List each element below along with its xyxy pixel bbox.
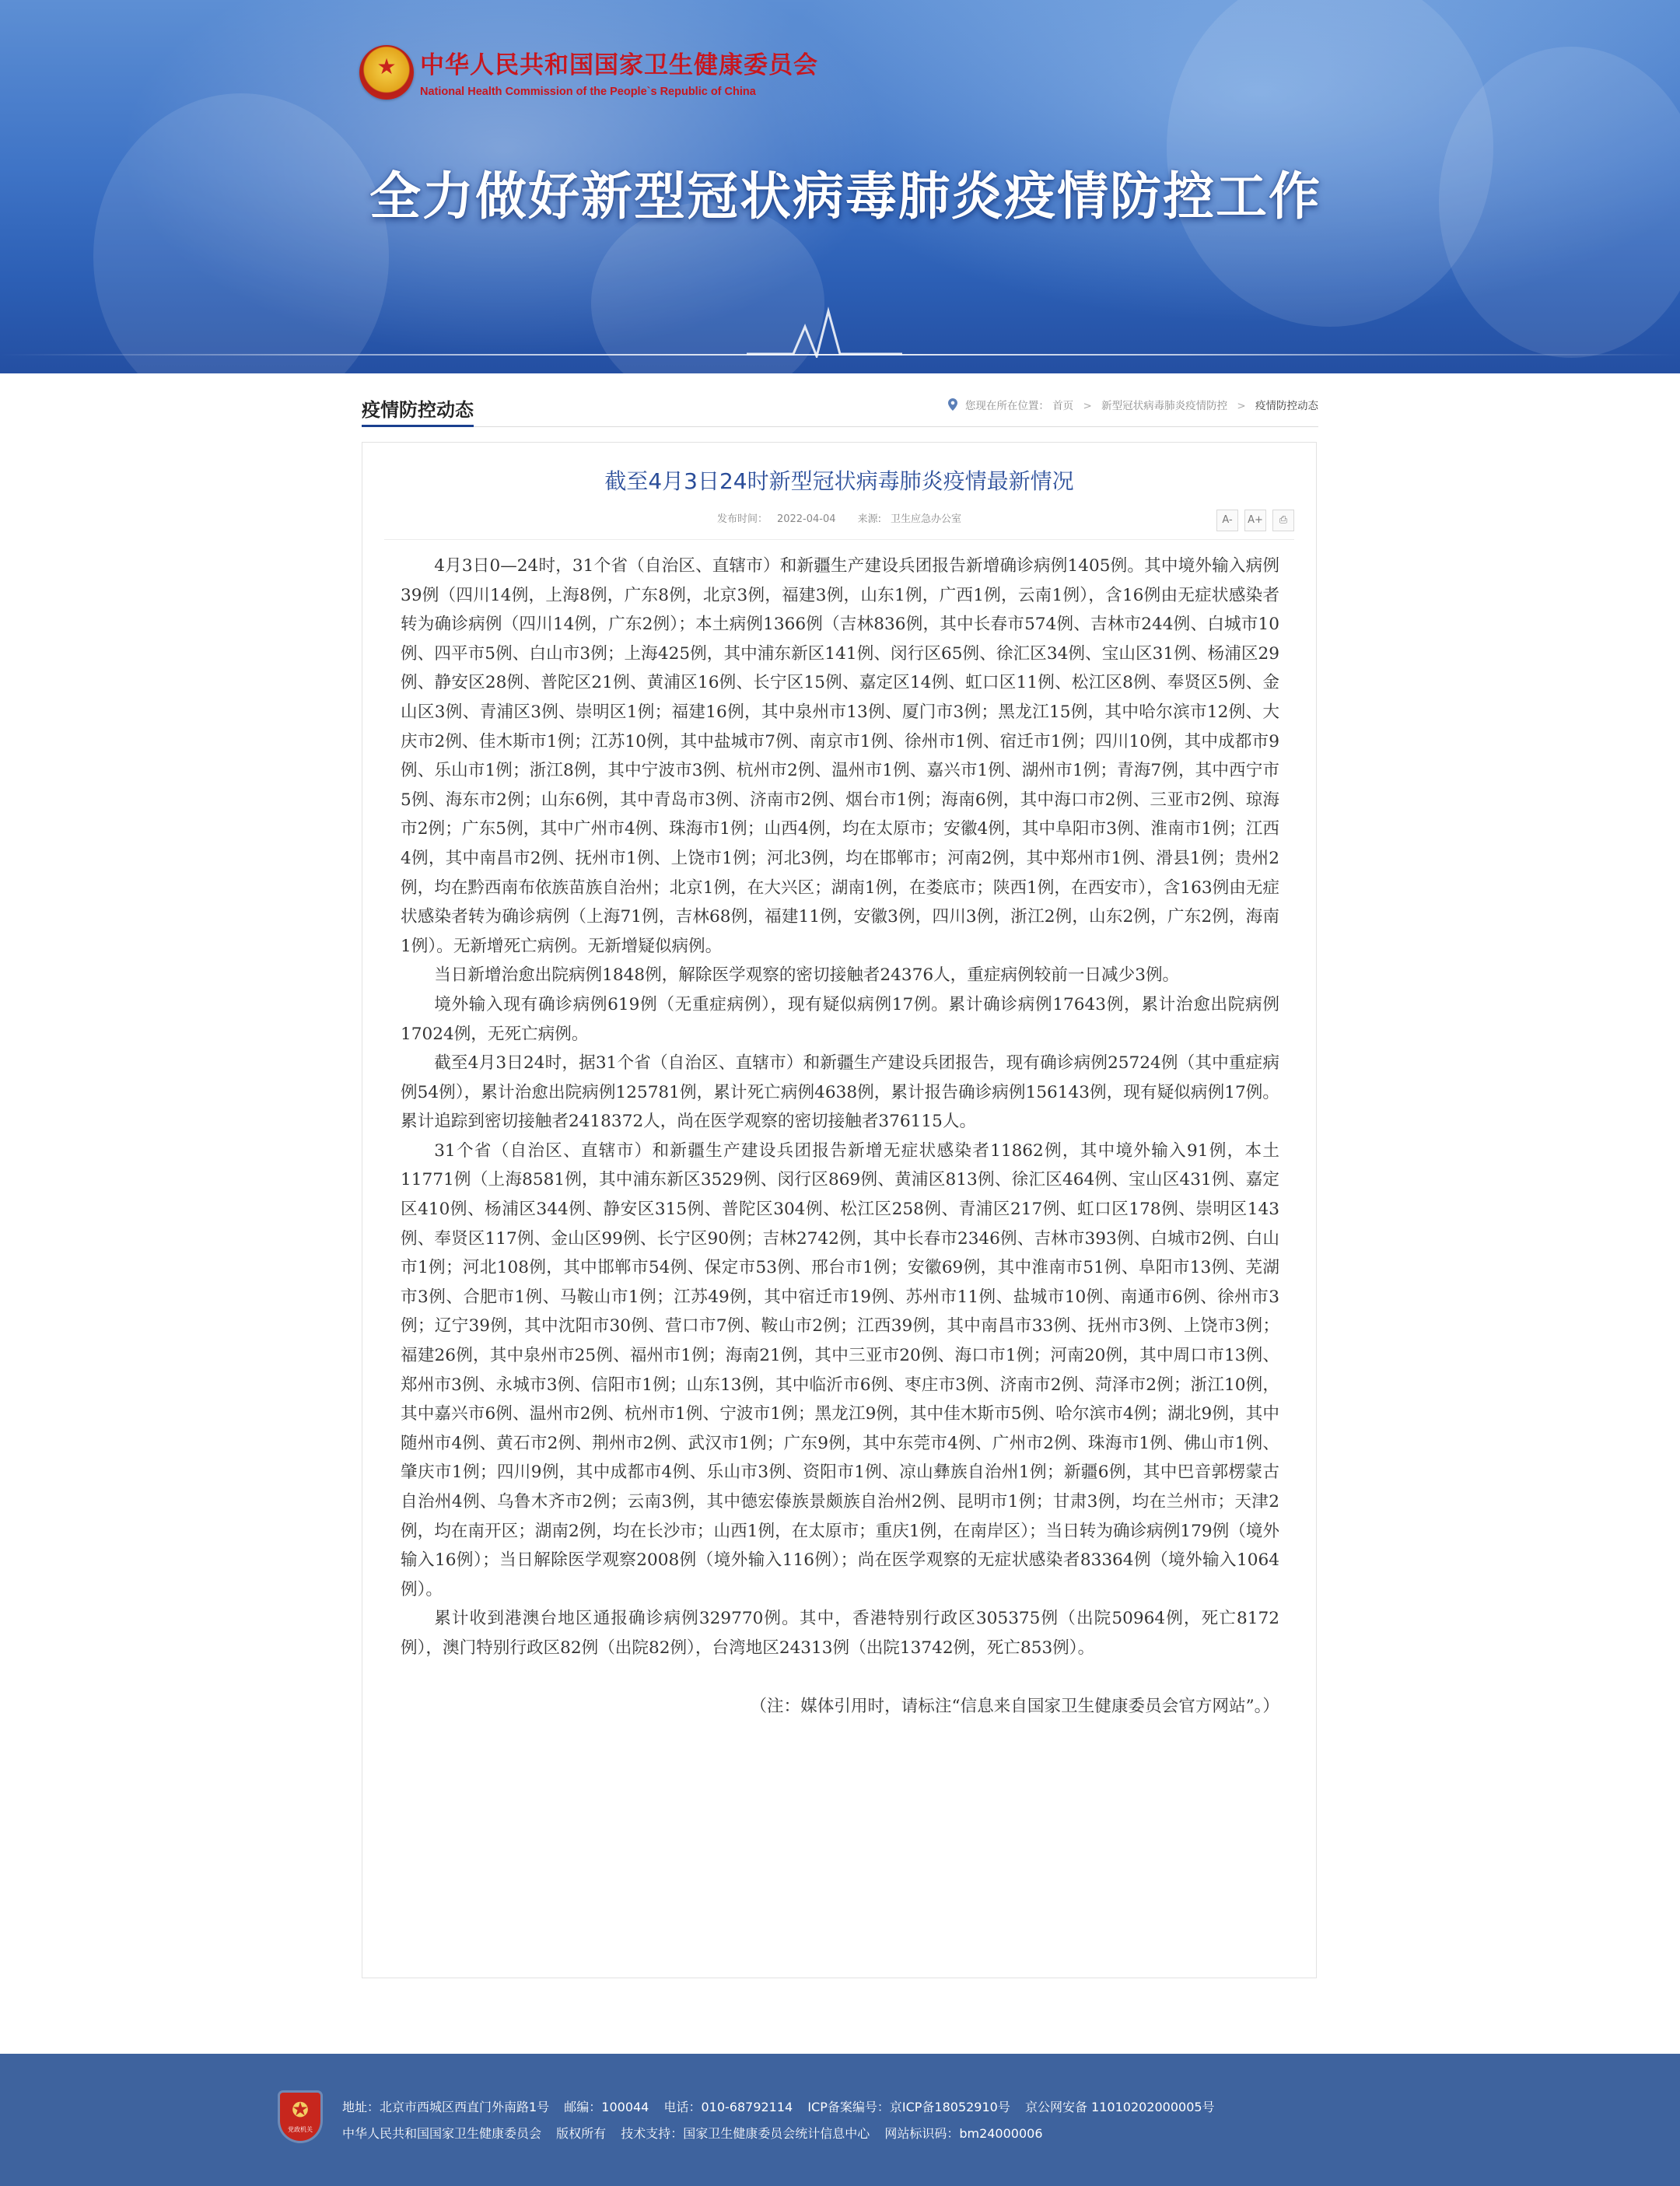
footer-copyright-line <box>342 2124 1054 2144</box>
banner-divider <box>0 354 1680 356</box>
article-paragraph: 截至4月3日24时，据31个省（自治区、直辖市）和新疆生产建设兵团报告，现有确诊病例25724例（其中重症病例54例），累计治愈出院病例125781例，累计死亡病例4638例，累计报告确诊病例156143例，现有疑似病例17例。累计追踪到密切接触者2418372人，尚在医学观察的密切接触者376115人。 <box>401 1053 1279 1132</box>
breadcrumb <box>948 397 1318 415</box>
source-name: 卫生应急办公室 <box>891 513 962 525</box>
article-paragraph: 4月3日0—24时，31个省（自治区、直辖市）和新疆生产建设兵团报告新增确诊病例1405例。其中境外输入病例39例（四川14例，上海8例，广东8例，北京3例，福建3例，山东1例，广西1例，云南1例），含16例由无症状感染者转为确诊病例（四川14例，广东2例）；本土病例1366例（吉林836例，其中长春市574例、吉林市244例、白城市10例、四平市5例、白山市3例；上海425例，其中浦东新区141例、闵行区65例、徐汇区34例、宝山区31例、杨浦区29例、静安区28例、普陀区21例、黄浦区16例、长宁区15例、嘉定区14例、虹口区11例、松江区8例、奉贤区5例、金山区3例、青浦区3例、崇明区1例；福建16例，其中泉州市13例、厦门市3例；黑龙江15例，其中哈尔滨市12例、大庆市2例、佳木斯市1例；江苏10例，其中盐城市7例、南京市1例、徐州市1例、宿迁市1例；四川10例，其中成都市9例、乐山市1例；浙江8例，其中宁波市3例、杭州市2例、温州市1例、嘉兴市1例、湖州市1例；青海7例，其中西宁市5例、海东市2例；山东6例，其中青岛市3例、济南市2例、烟台市1例；海南6例，其中海口市2例、三亚市2例、琼海市2例；广东5例，其中广州市4例、珠海市1例；山西4例，均在太原市；安徽4例，其中阜阳市3例、淮南市1例；江西4例，其中南昌市2例、抚州市1例、上饶市1例；河北3例，均在邯郸市；河南2例，其中郑州市1例、滑县1例；贵州2例，均在黔西南布依族苗族自治州；北京1例，在大兴区；湖南1例，在娄底市；陕西1例，在西安市），含163例由无症状感染者转为确诊病例（上海71例，吉林68例，福建11例，安徽3例，四川3例，浙江2例，山东2例，广东2例，海南1例）。无新增死亡病例。无新增疑似病例。 <box>401 556 1279 956</box>
breadcrumb-separator-icon: > <box>1237 400 1246 412</box>
banner-title: 全力做好新型冠状病毒肺炎疫情防控工作 <box>369 166 1321 226</box>
footer-copyright-org: 中华人民共和国国家卫生健康委员会 <box>342 2126 542 2141</box>
footer-address: 地址：北京市西城区西直门外南路1号 <box>342 2100 550 2114</box>
footer-contact-line <box>342 2097 1226 2118</box>
breadcrumb-separator-icon: > <box>1083 400 1092 412</box>
font-increase-icon[interactable]: A+ <box>1244 510 1266 531</box>
article-note: （注：媒体引用时，请标注“信息来自国家卫生健康委员会官方网站”。） <box>750 1696 1279 1716</box>
article-paragraph: 31个省（自治区、直辖市）和新疆生产建设兵团报告新增无症状感染者11862例，其中境外输入91例，本土11771例（上海8581例，其中浦东新区3529例、闵行区869例、黄浦区813例、徐汇区464例、宝山区431例、嘉定区410例、杨浦区344例、静安区315例、普陀区304例、松江区258例、青浦区217例、虹口区178例、崇明区143例、奉贤区117例、金山区99例、长宁区90例；吉林2742例，其中长春市2346例、吉林市393例、白城市2例、白山市1例；河北108例，其中邯郸市54例、保定市53例、邢台市1例；安徽69例，其中淮南市51例、阜阳市13例、芜湖市3例、合肥市1例、马鞍山市1例；江苏49例，其中宿迁市19例、苏州市11例、盐城市10例、南通市6例、徐州市3例；辽宁39例，其中沈阳市30例、营口市7例、鞍山市2例；江西39例，其中南昌市33例、抚州市3例、上饶市3例；福建26例，其中泉州市25例、福州市1例；海南21例，其中三亚市20例、海口市1例；河南20例，其中周口市13例、郑州市3例、永城市3例、信阳市1例；山东13例，其中临沂市6例、枣庄市3例、济南市2例、菏泽市2例；浙江10例，其中嘉兴市6例、温州市2例、杭州市1例、宁波市1例；黑龙江9例，其中佳木斯市5例、哈尔滨市4例；湖北9例，其中随州市4例、黄石市2例、荆州市2例、武汉市1例；广东9例，其中东莞市4例、广州市2例、珠海市1例、佛山市1例、肇庆市1例；四川9例，其中成都市4例、乐山市3例、资阳市1例、凉山彝族自治州1例；新疆6例，其中巴音郭楞蒙古自治州4例、乌鲁木齐市2例；云南3例，其中德宏傣族景颇族自治州2例、昆明市1例；甘肃3例，均在兰州市；天津2例，均在南开区；湖南2例，均在长沙市；山西1例，在太原市；重庆1例，在南岸区）；当日转为确诊病例179例（境外输入16例）；当日解除医学观察2008例（境外输入116例）；尚在医学观察的无症状感染者83364例（境外输入1064例）。 <box>401 1140 1279 1599</box>
footer-icp[interactable]: ICP备案编号：京ICP备18052910号 <box>807 2100 1010 2114</box>
article-panel <box>362 442 1317 1978</box>
article-title: 截至4月3日24时新型冠状病毒肺炎疫情最新情况 <box>604 468 1074 494</box>
gov-emblem-label: 党政机关 <box>288 2126 313 2133</box>
heartbeat-line-icon <box>747 296 902 358</box>
source-label: 来源: <box>857 513 882 525</box>
publish-label: 发布时间： <box>716 513 768 525</box>
footer-phone: 电话：010-68792114 <box>663 2100 793 2114</box>
footer-support: 技术支持：国家卫生健康委员会统计信息中心 <box>621 2126 870 2141</box>
article-tools <box>1210 510 1294 531</box>
article-paragraph: 境外输入现有确诊病例619例（无重症病例），现有疑似病例17例。累计确诊病例17643例，累计治愈出院病例17024例，无死亡病例。 <box>401 994 1279 1044</box>
org-name-en[interactable]: National Health Commission of the People`s Republic of China <box>420 86 756 98</box>
org-name-cn[interactable]: 中华人民共和国国家卫生健康委员会 <box>420 51 818 79</box>
section-header <box>362 389 1318 427</box>
breadcrumb-link-covid[interactable]: 新型冠状病毒肺炎疫情防控 <box>1101 400 1228 412</box>
location-pin-icon <box>948 398 957 411</box>
breadcrumb-prefix: 您现在所在位置： <box>964 400 1049 412</box>
breadcrumb-current[interactable]: 疫情防控动态 <box>1255 400 1318 412</box>
article-paragraph: 累计收到港澳台地区通报确诊病例329770例。其中，香港特别行政区305375例（出院50964例，死亡8172例），澳门特别行政区82例（出院82例），台湾地区24313例（出院13742例，死亡853例）。 <box>401 1609 1279 1658</box>
article-meta <box>362 508 1316 531</box>
footer-rights: 版权所有 <box>556 2126 607 2141</box>
print-icon[interactable]: ⎙ <box>1272 510 1294 531</box>
national-emblem-icon[interactable]: ★ <box>359 45 414 100</box>
gov-emblem-icon[interactable]: ✪ 党政机关 <box>280 2093 320 2141</box>
article-body <box>401 552 1279 1721</box>
font-decrease-icon[interactable]: A- <box>1216 510 1238 531</box>
article-paragraph: 当日新增治愈出院病例1848例，解除医学观察的密切接触者24376人，重症病例较前一日减少3例。 <box>434 965 1180 986</box>
footer <box>0 2054 1680 2186</box>
header-banner <box>0 0 1680 373</box>
banner-decor-figure <box>93 93 389 373</box>
meta-divider <box>384 539 1294 540</box>
section-title: 疫情防控动态 <box>362 395 474 427</box>
footer-police-record[interactable]: 京公网安备 11010202000005号 <box>1024 2100 1215 2114</box>
footer-site-code: 网站标识码：bm24000006 <box>884 2126 1043 2141</box>
publish-date: 2022-04-04 <box>776 513 836 525</box>
breadcrumb-link-home[interactable]: 首页 <box>1052 400 1074 412</box>
footer-postcode: 邮编：100044 <box>564 2100 649 2114</box>
